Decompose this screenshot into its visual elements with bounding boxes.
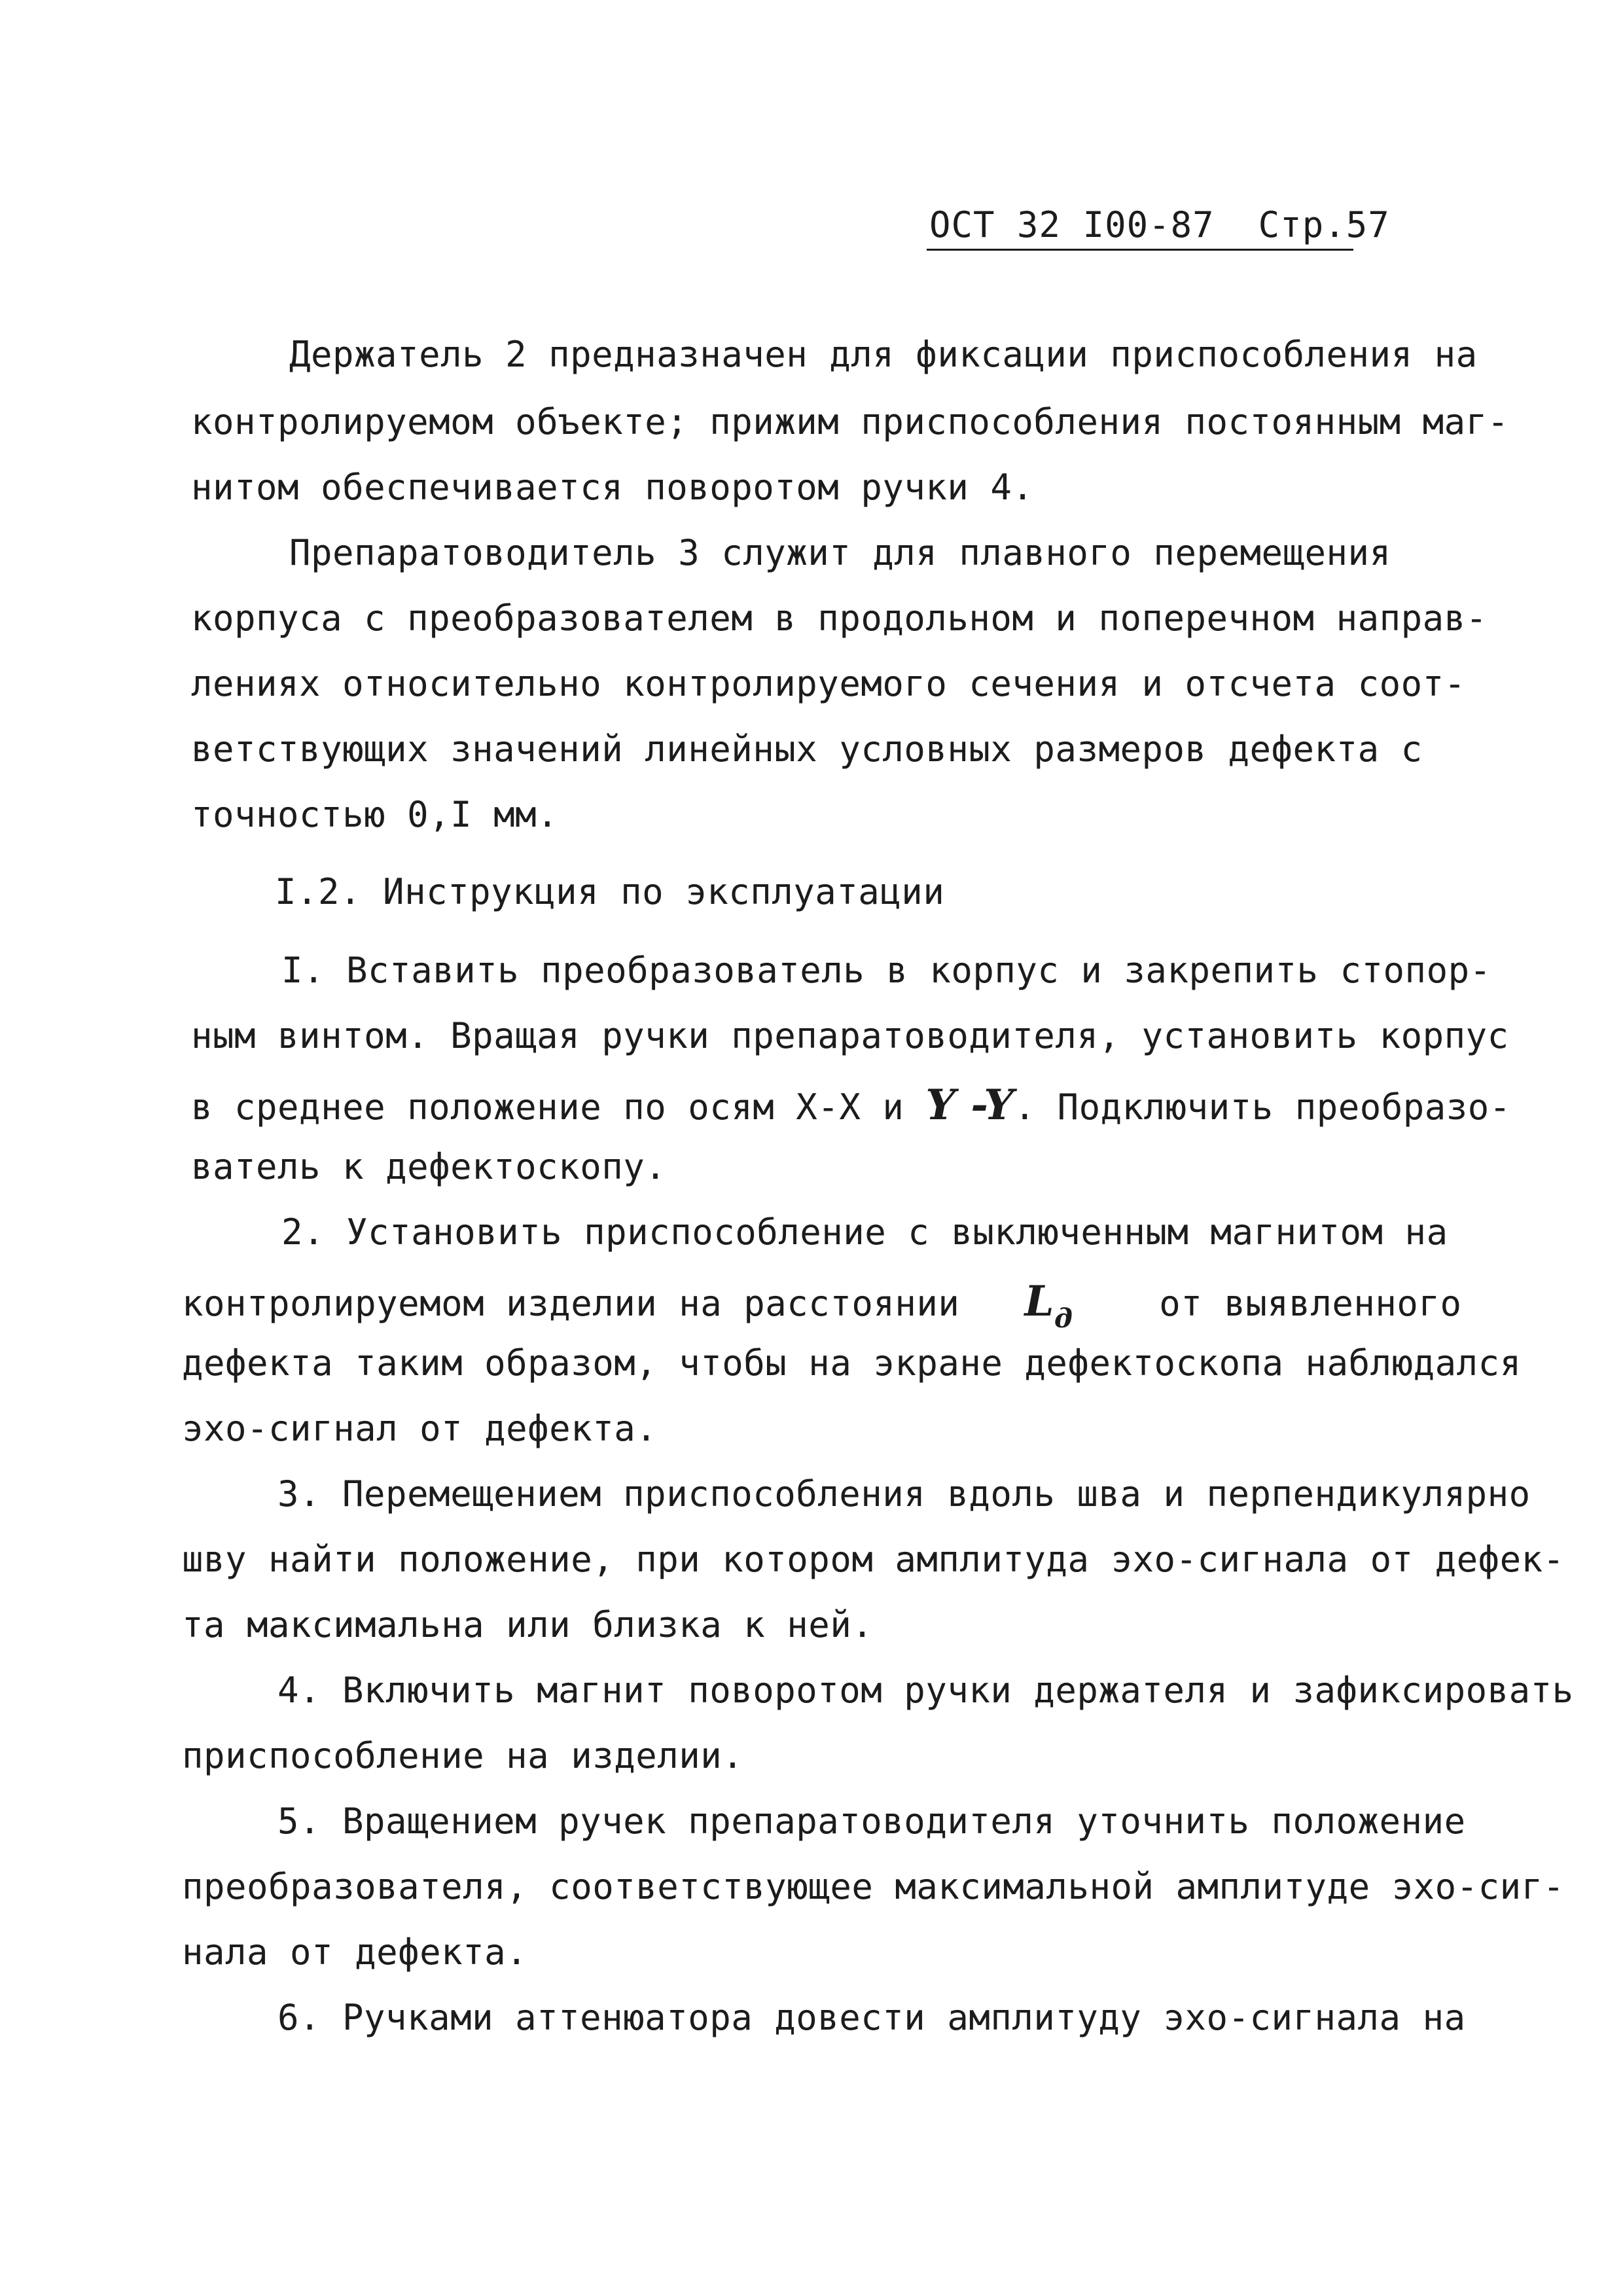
paragraph-line: контролируемом объекте; прижим приспособления постоянным маг- xyxy=(191,401,1509,442)
handwritten-distance-symbol: L xyxy=(1024,1277,1054,1326)
page-header xyxy=(929,204,1390,245)
paragraph-line: эхо-сигнал от дефекта. xyxy=(182,1408,658,1449)
handwritten-axis: Y -Y xyxy=(925,1081,1014,1130)
paragraph-line: Препаратоводитель 3 служит для плавного перемещения xyxy=(289,532,1391,573)
page-number: Стр.57 xyxy=(1258,204,1390,245)
paragraph-line: корпуса с преобразователем в продольном и поперечном направ- xyxy=(191,598,1488,639)
line-text: контролируемом изделии на расстоянии xyxy=(182,1283,982,1324)
paragraph-line: 4. Включить магнит поворотом ручки держателя и зафиксировать xyxy=(277,1670,1574,1711)
document-code: ОСТ 32 I00-87 xyxy=(929,204,1215,245)
paragraph-line: 5. Вращением ручек препаратоводителя уточнить положение xyxy=(277,1801,1466,1842)
paragraph-line: ным винтом. Вращая ручки препаратоводителя, установить корпус xyxy=(191,1015,1509,1056)
paragraph-line: та максимальна или близка к ней. xyxy=(182,1604,874,1645)
paragraph-line: Держатель 2 предназначен для фиксации приспособления на xyxy=(289,334,1478,375)
paragraph-line xyxy=(191,1081,1511,1130)
paragraph-line: нитом обеспечивается поворотом ручки 4. xyxy=(191,467,1034,508)
paragraph-line: ветствующих значений линейных условных размеров дефекта с xyxy=(191,728,1423,770)
handwritten-distance-subscript: д xyxy=(1054,1303,1073,1334)
paragraph-line: лениях относительно контролируемого сечения и отсчета соот- xyxy=(191,663,1466,704)
paragraph-line: шву найти положение, при котором амплитуда эхо-сигнала от дефек- xyxy=(182,1539,1565,1580)
paragraph-line: нала от дефекта. xyxy=(182,1931,528,1973)
paragraph-line xyxy=(182,1277,1462,1334)
line-text: от выявленного xyxy=(1137,1283,1462,1324)
paragraph-line: преобразователя, соответствующее максимальной амплитуде эхо-сиг- xyxy=(182,1866,1565,1907)
line-text: . Подключить преобразо- xyxy=(1014,1086,1511,1128)
line-text: в среднее положение по осям Х-Х и xyxy=(191,1086,926,1128)
paragraph-line: ватель к дефектоскопу. xyxy=(191,1146,667,1187)
paragraph-line: точностью 0,I мм. xyxy=(191,794,559,835)
paragraph-line: 2. Установить приспособление с выключенным магнитом на xyxy=(281,1211,1448,1253)
paragraph-line: 6. Ручками аттенюатора довести амплитуду эхо-сигнала на xyxy=(277,1997,1466,2038)
paragraph-line: приспособление на изделии. xyxy=(182,1735,744,1776)
paragraph-line: I. Вставить преобразователь в корпус и закрепить стопор- xyxy=(281,950,1491,991)
header-underline xyxy=(927,249,1353,251)
paragraph-line: 3. Перемещением приспособления вдоль шва и перпендикулярно xyxy=(277,1473,1531,1515)
paragraph-line: дефекта таким образом, чтобы на экране дефектоскопа наблюдался xyxy=(182,1342,1522,1384)
section-heading: I.2. Инструкция по эксплуатации xyxy=(275,871,945,912)
